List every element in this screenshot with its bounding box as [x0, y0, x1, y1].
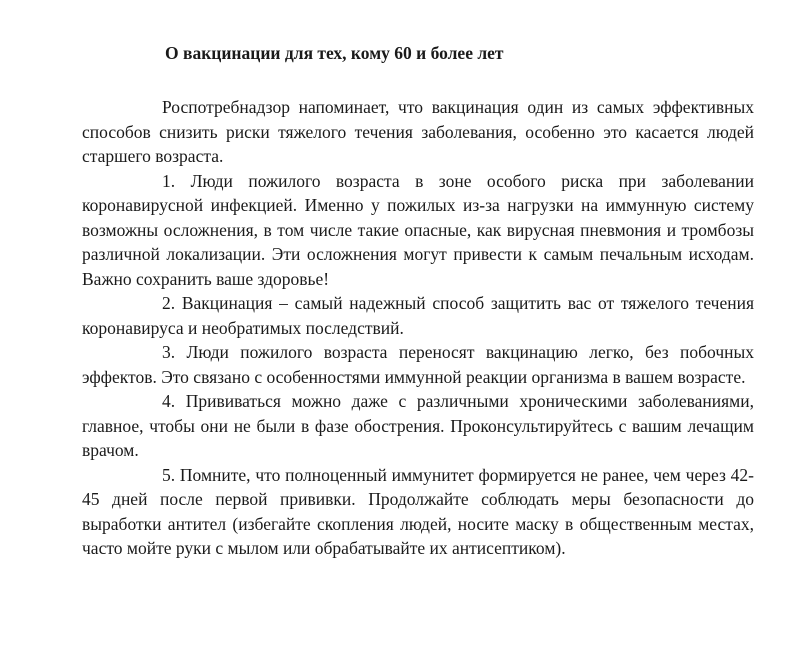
list-item-2: 2. Вакцинация – самый надежный способ защитить вас от тяжелого течения коронавируса и необратимых последствий. — [82, 293, 754, 338]
intro-paragraph: Роспотребнадзор напоминает, что вакцинация один из самых эффективных способов снизить риски тяжелого течения заболевания, особенно это касается людей старшего возраста. — [82, 97, 754, 166]
document-title: О вакцинации для тех, кому 60 и более лет — [165, 43, 504, 63]
list-item-3: 3. Люди пожилого возраста переносят вакцинацию легко, без побочных эффектов. Это связано с особенностями иммунной реакции организма в вашем возрасте. — [82, 342, 754, 387]
list-item-5: 5. Помните, что полноценный иммунитет формируется не ранее, чем через 42-45 дней после первой прививки. Продолжайте соблюдать меры безопасности до выработки антител (избегайте скопления людей, носите маску в общественным местах, часто мойте руки с мылом или обрабатывайте их антисептиком). — [82, 464, 754, 558]
list-item-1: 1. Люди пожилого возраста в зоне особого риска при заболевании коронавирусной инфекцией. Именно у пожилых из-за нагрузки на иммунную систему возможны осложнения, в том числе такие опасные, как вирусная пневмония и тромбозы различной локализации. Эти осложнения могут привести к самым печальным исходам. Важно сохранить ваше здоровье! — [82, 170, 754, 289]
document-body — [82, 95, 754, 561]
list-item-4: 4. Прививаться можно даже с различными хроническими заболеваниями, главное, чтобы они не были в фазе обострения. Проконсультируйтесь с вашим лечащим врачом. — [82, 391, 754, 460]
